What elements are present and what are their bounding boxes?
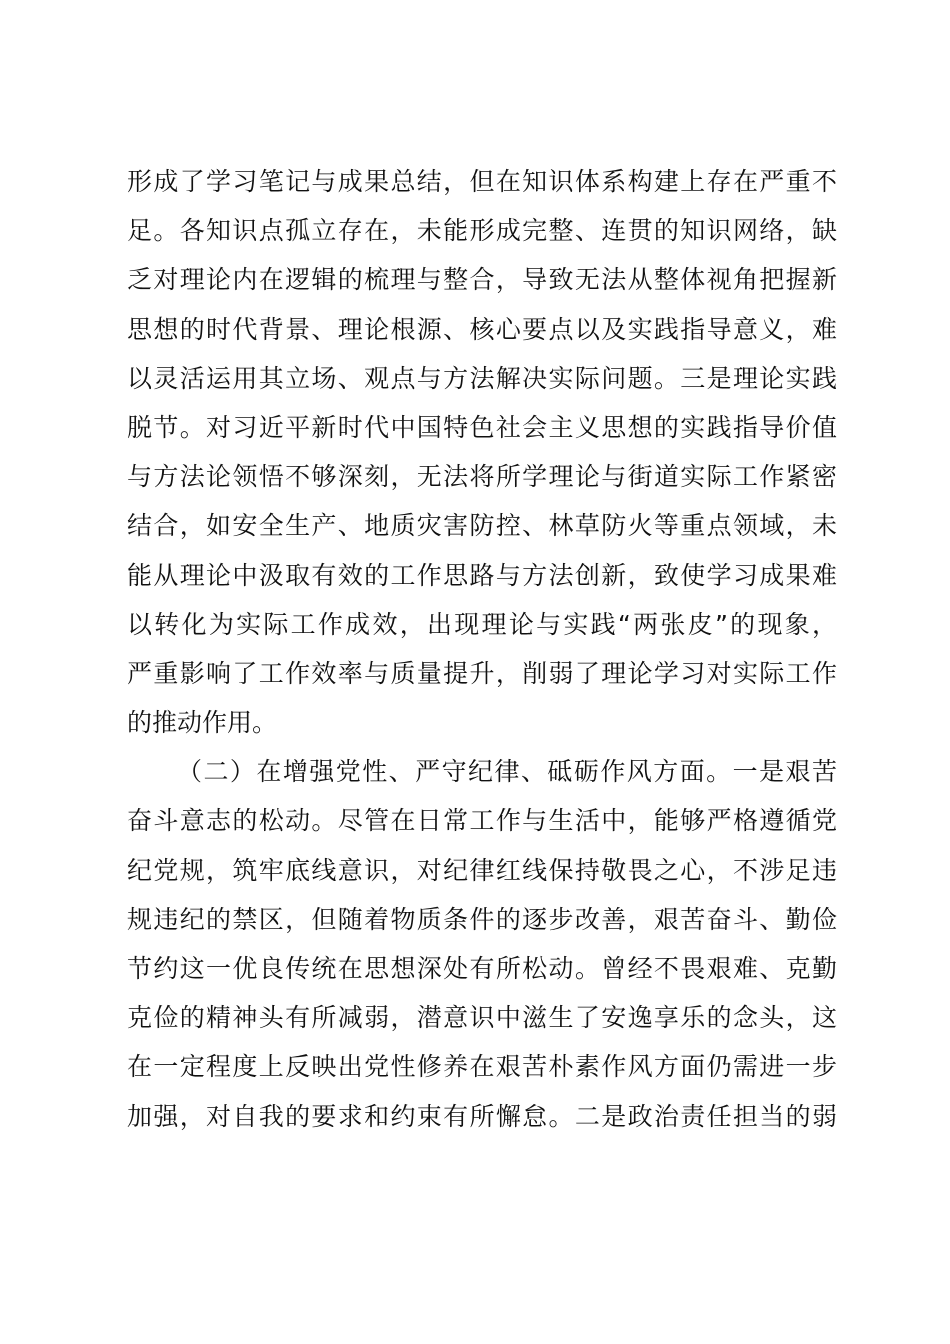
text-line: 节约这一优良传统在思想深处有所松动。曾经不畏艰难、克勤 <box>127 954 837 983</box>
document-body <box>127 157 837 1141</box>
text-line: 乏对理论内在逻辑的梳理与整合，导致无法从整体视角把握新 <box>127 265 837 295</box>
text-line: 结合，如安全生产、地质灾害防控、林草防火等重点领域，未 <box>127 511 837 541</box>
text-line: 与方法论领悟不够深刻，无法将所学理论与街道实际工作紧密 <box>127 462 837 492</box>
text-line: 足。各知识点孤立存在，未能形成完整、连贯的知识网络，缺 <box>127 216 837 246</box>
text-line: 形成了学习笔记与成果总结，但在知识体系构建上存在严重不 <box>127 167 837 196</box>
text-line: 奋斗意志的松动。尽管在日常工作与生活中，能够严格遵循党 <box>127 806 837 836</box>
text-line: 严重影响了工作效率与质量提升，削弱了理论学习对实际工作 <box>127 658 837 688</box>
text-line-indented: （二）在增强党性、严守纪律、砥砺作风方面。一是艰苦 <box>177 757 837 787</box>
text-line: 加强，对自我的要求和约束有所懈怠。二是政治责任担当的弱 <box>127 1101 837 1131</box>
text-line: 纪党规，筑牢底线意识，对纪律红线保持敬畏之心，不涉足违 <box>127 855 837 885</box>
text-line: 在一定程度上反映出党性修养在艰苦朴素作风方面仍需进一步 <box>127 1052 837 1082</box>
text-line: 以灵活运用其立场、观点与方法解决实际问题。三是理论实践 <box>127 363 837 393</box>
paragraph-party-discipline <box>127 747 837 1141</box>
text-line: 的推动作用。 <box>127 708 278 738</box>
text-line: 以转化为实际工作成效，出现理论与实践“两张皮”的现象， <box>127 609 837 639</box>
text-line: 规违纪的禁区，但随着物质条件的逐步改善，艰苦奋斗、勤俭 <box>127 904 837 934</box>
text-line: 克俭的精神头有所减弱，潜意识中滋生了安逸享乐的念头，这 <box>127 1003 837 1033</box>
text-line: 脱节。对习近平新时代中国特色社会主义思想的实践指导价值 <box>127 412 837 442</box>
paragraph-theory-practice <box>127 157 837 747</box>
text-line: 思想的时代背景、理论根源、核心要点以及实践指导意义，难 <box>127 314 837 344</box>
text-line: 能从理论中汲取有效的工作思路与方法创新，致使学习成果难 <box>127 560 837 590</box>
